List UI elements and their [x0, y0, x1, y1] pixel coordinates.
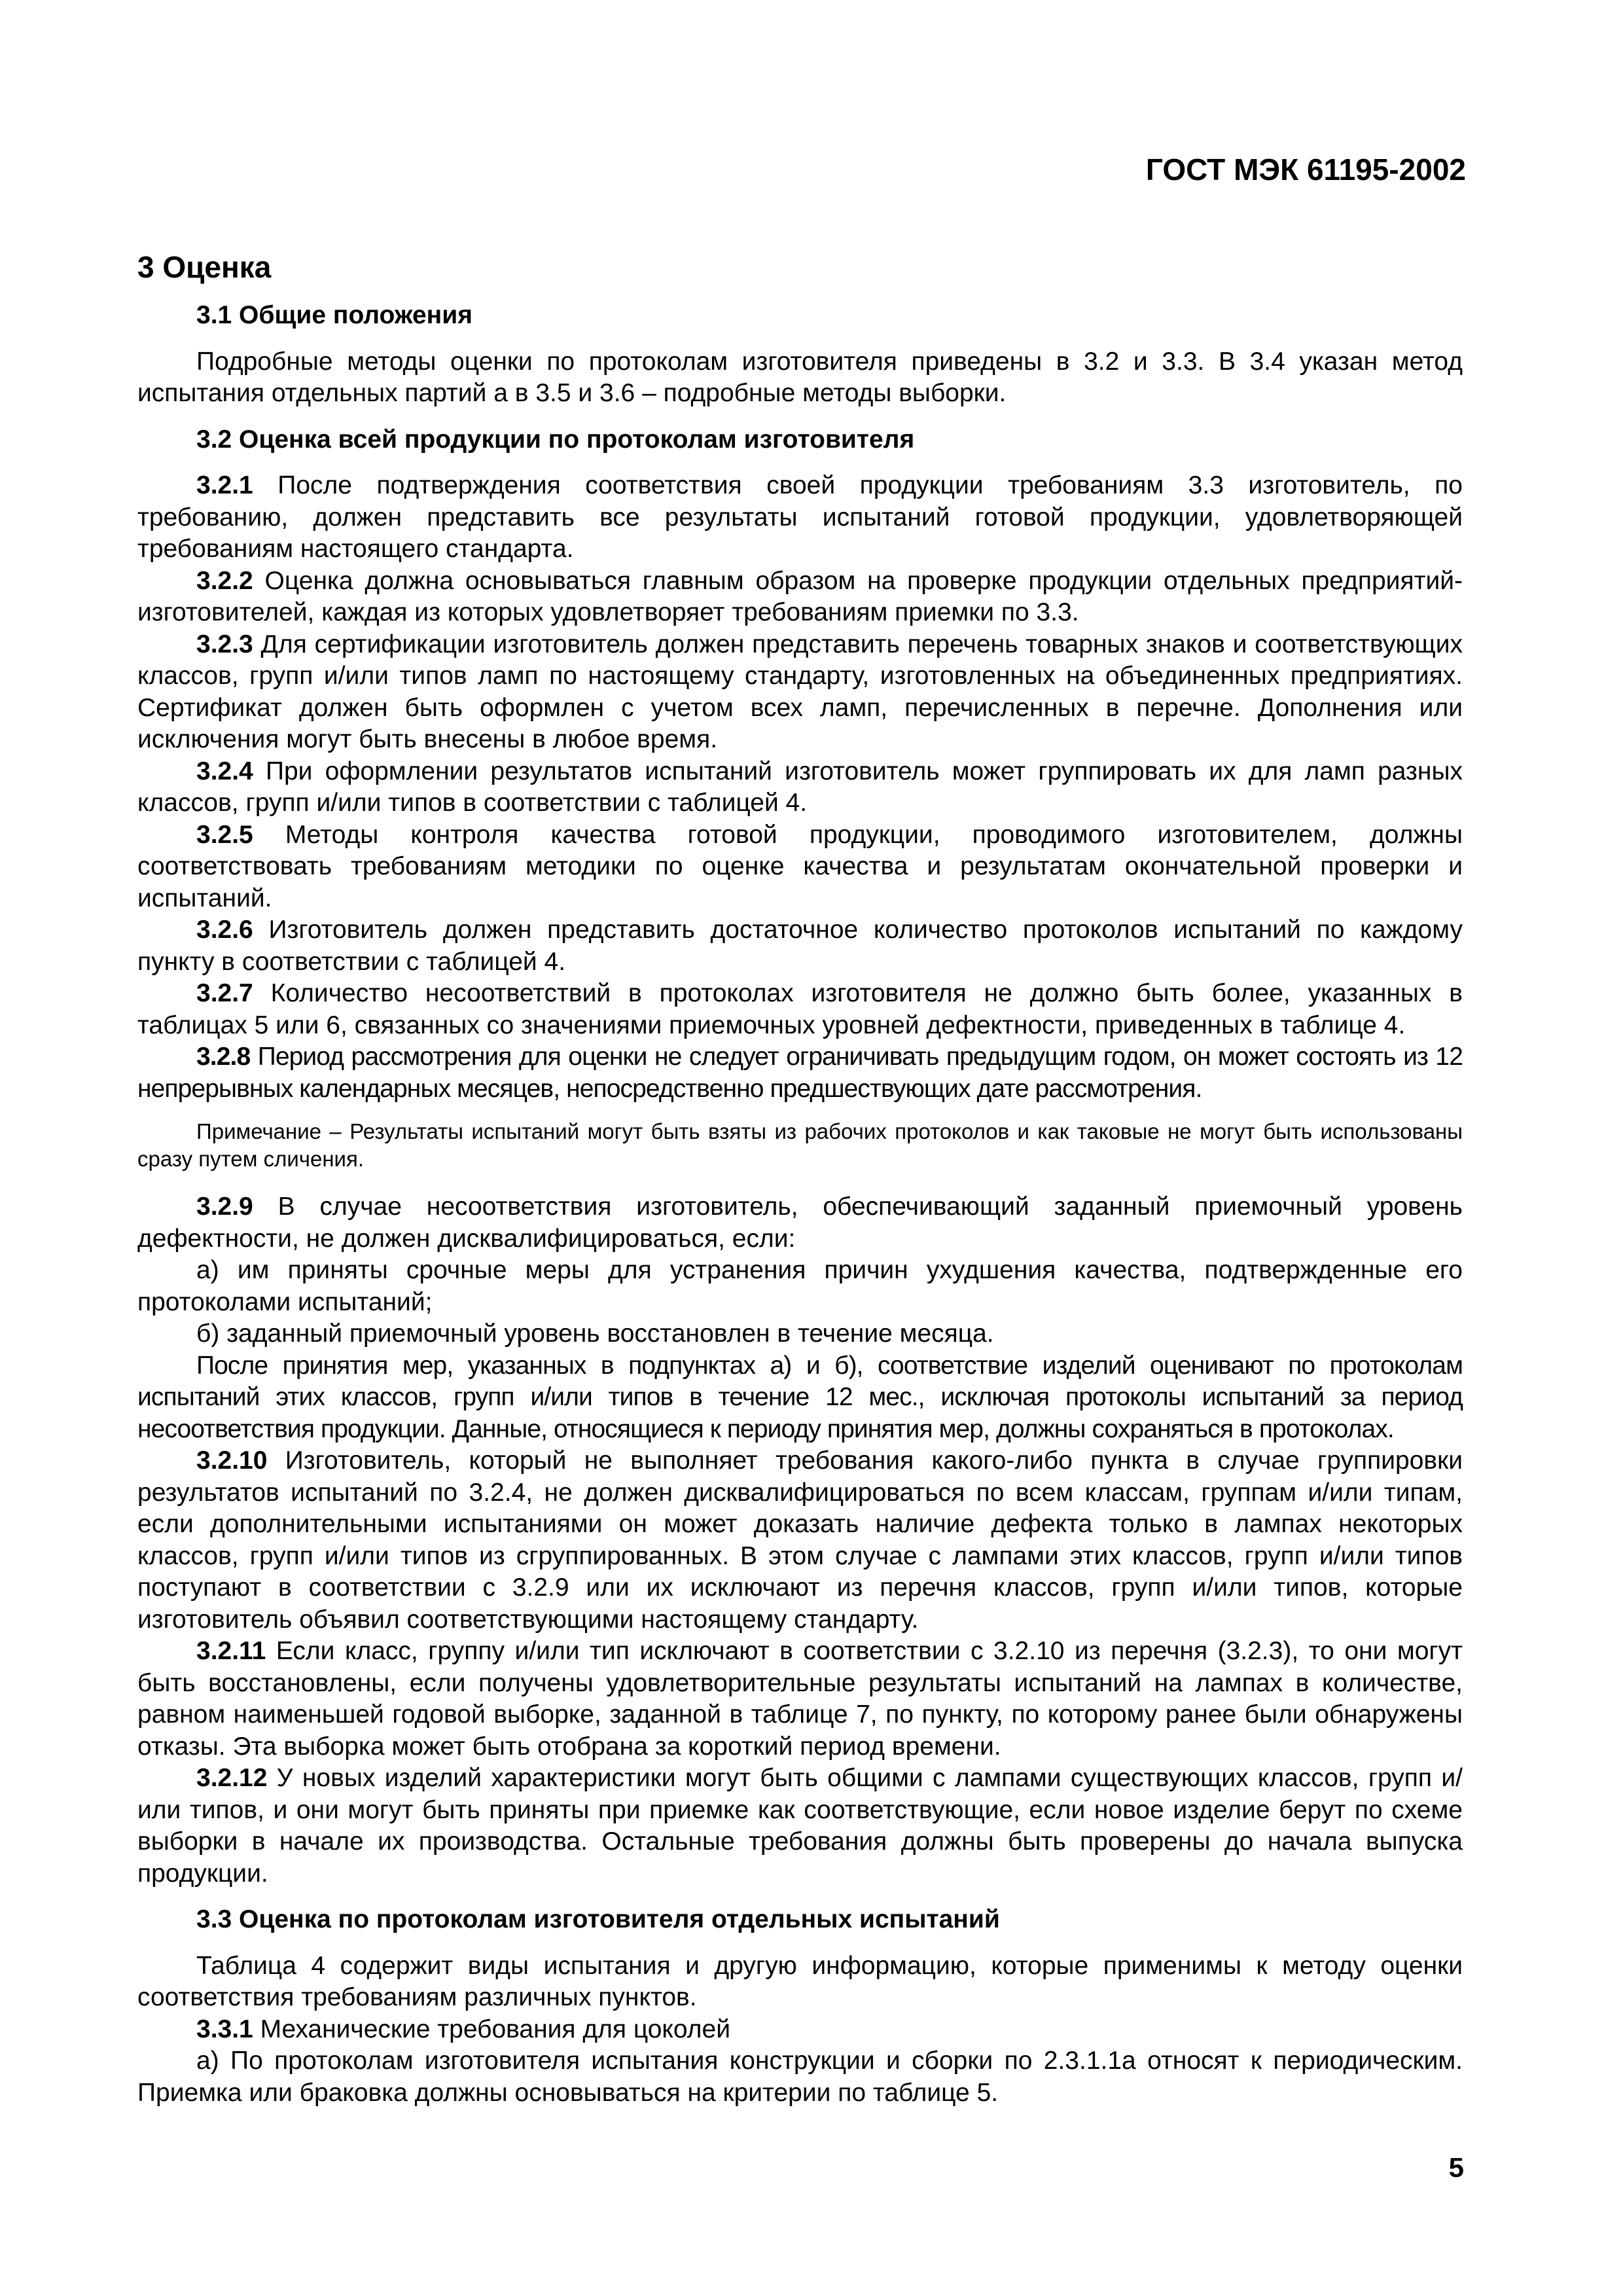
- clause-3-2-4: [137, 756, 1463, 819]
- clause-text: После подтверждения соответствия своей продукции требованиям 3.3 изготовитель, по требованию, должен представить все результаты испытаний готовой продукции, удовлетворяющей требованиям настоящего стандарта.: [137, 471, 1463, 563]
- clause-3-2-3: [137, 629, 1463, 756]
- paragraph-3-1: Подробные методы оценки по протоколам изготовителя приведены в 3.2 и 3.3. В 3.4 указан метод испытания отдельных партий а в 3.5 и 3.6 – подробные методы выборки.: [137, 347, 1463, 407]
- clause-number: 3.2.3: [196, 630, 253, 658]
- clause-number: 3.2.9: [196, 1193, 253, 1221]
- clause-number: 3.2.11: [196, 1637, 266, 1665]
- page-number: 5: [1448, 2152, 1464, 2183]
- clause-text: Изготовитель должен представить достаточное количество протоколов испытаний по каждому пункту в соответствии с таблицей 4.: [137, 916, 1463, 976]
- clause-3-2-7: [137, 978, 1463, 1041]
- page-content: [137, 249, 1463, 2109]
- clause-number: 3.2.7: [196, 979, 253, 1007]
- standard-code: ГОСТ МЭК 61195-2002: [1145, 152, 1466, 187]
- clause-3-2-1: [137, 470, 1463, 565]
- clause-text: Механические требования для цоколей: [253, 2015, 731, 2043]
- clause-text: В случае несоответствия изготовитель, обеспечивающий заданный приемочный уровень дефектности, не должен дисквалифицироваться, если:: [137, 1193, 1463, 1253]
- clause-number: 3.2.6: [196, 916, 253, 944]
- clause-text: Оценка должна основываться главным образом на проверке продукции отдельных предприятий-изготовителей, каждая из которых удовлетворяет требованиям приемки по 3.3.: [137, 566, 1463, 626]
- subsection-3-2-title: 3.2 Оценка всей продукции по протоколам изготовителя: [196, 425, 915, 454]
- clause-3-2-5: [137, 819, 1463, 915]
- clause-text: Методы контроля качества готовой продукции, проводимого изготовителем, должны соответствовать требованиям методики по оценке качества и результатам окончательной проверки и испытаний.: [137, 820, 1463, 912]
- clause-number: 3.2.1: [196, 471, 253, 499]
- clause-3-3-1-item-a: а) По протоколам изготовителя испытания конструкции и сборки по 2.3.1.1а относят к периодическим. Приемка или браковка должны основываться на критерии по таблице 5.: [137, 2047, 1463, 2107]
- subsection-3-1-title: 3.1 Общие положения: [196, 301, 473, 329]
- clause-text: Количество несоответствий в протоколах изготовителя не должно быть более, указанных в таблицах 5 или 6, связанных со значениями приемочных уровней дефектности, приведенных в таблице 4.: [137, 979, 1463, 1039]
- clause-number: 3.2.12: [196, 1764, 268, 1792]
- clause-3-2-8: [137, 1041, 1463, 1105]
- clause-number: 3.2.2: [196, 566, 253, 595]
- clause-text: Период рассмотрения для оценки не следует ограничивать предыдущим годом, он может состоять из 12 непрерывных календарных месяцев, непосредственно предшествующих дате рассмотрения.: [137, 1043, 1463, 1103]
- clause-3-2-9-item-a: а) им приняты срочные меры для устранения причин ухудшения качества, подтвержденные его протоколами испытаний;: [137, 1256, 1463, 1316]
- clause-3-2-12: [137, 1763, 1463, 1890]
- clause-3-2-9-item-b: б) заданный приемочный уровень восстановлен в течение месяца.: [196, 1319, 994, 1348]
- clause-text: Для сертификации изготовитель должен представить перечень товарных знаков и соответствующих классов, групп и/или типов ламп по настоящему стандарту, изготовленных на объединенных предприятиях. Сертификат должен быть оформлен с учетом всех ламп, перечисленных в перечне. Дополнения или исключения могут быть внесены в любое время.: [137, 630, 1463, 753]
- clause-number: 3.2.10: [196, 1446, 268, 1475]
- clause-number: 3.2.8: [196, 1043, 251, 1071]
- clause-number: 3.2.5: [196, 820, 253, 849]
- note: Примечание – Результаты испытаний могут быть взяты из рабочих протоколов и как таковые не могут быть использованы сразу путем сличения.: [137, 1119, 1463, 1171]
- clause-3-2-11: [137, 1636, 1463, 1763]
- paragraph-3-3: Таблица 4 содержит виды испытания и другую информацию, которые применимы к методу оценки соответствия требованиям различных пунктов.: [137, 1951, 1463, 2011]
- clause-3-2-6: [137, 914, 1463, 978]
- subsection-3-3-title: 3.3 Оценка по протоколам изготовителя отдельных испытаний: [196, 1905, 1000, 1933]
- clause-3-2-10: [137, 1445, 1463, 1636]
- clause-3-2-2: [137, 565, 1463, 629]
- clause-text: Если класс, группу и/или тип исключают в соответствии с 3.2.10 из перечня (3.2.3), то они могут быть восстановлены, если получены удовлетворительные результаты испытаний на лампах в количестве, равном наименьшей годовой выборке, заданной в таблице 7, по пункту, по которому ранее были обнаружены отказы. Эта выборка может быть отобрана за короткий период времени.: [137, 1637, 1463, 1761]
- clause-text: При оформлении результатов испытаний изготовитель может группировать их для ламп разных классов, групп и/или типов в соответствии с таблицей 4.: [137, 757, 1463, 817]
- clause-text: У новых изделий характеристики могут быть общими с лампами существующих классов, групп и/или типов, и они могут быть приняты при приемке как соответствующие, если новое изделие берут по схеме выборки в начале их производства. Остальные требования должны быть проверены до начала выпуска продукции.: [137, 1764, 1463, 1888]
- clause-text: Изготовитель, который не выполняет требования какого-либо пункта в случае группировки результатов испытаний по 3.2.4, не должен дисквалифицироваться по всем классам, группам и/или типам, если дополнительными испытаниями он может доказать наличие дефекта только в лампах некоторых классов, групп и/или типов из сгруппированных. В этом случае с лампами этих классов, групп и/или типов поступают в соответствии с 3.2.9 или их исключают из перечня классов, групп и/или типов, которые изготовитель объявил соответствующими настоящему стандарту.: [137, 1446, 1463, 1634]
- clause-number: 3.3.1: [196, 2015, 253, 2043]
- clause-3-2-9: [137, 1191, 1463, 1255]
- clause-number: 3.2.4: [196, 757, 253, 785]
- clause-3-2-9-continuation: После принятия мер, указанных в подпунктах а) и б), соответствие изделий оценивают по протоколам испытаний этих классов, групп и/или типов в течение 12 мес., исключая протоколы испытаний за период несоответствия продукции. Данные, относящиеся к периоду принятия мер, должны сохраняться в протоколах.: [137, 1351, 1463, 1443]
- section-title: 3 Оценка: [137, 250, 272, 284]
- clause-3-3-1: [137, 2014, 1463, 2046]
